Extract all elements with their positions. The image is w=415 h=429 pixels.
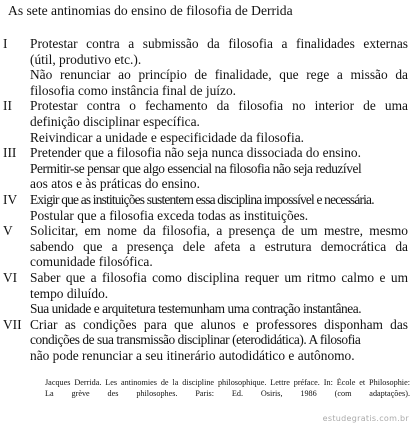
antinomy-numeral: III — [3, 145, 17, 161]
antinomy-item-7 — [0, 317, 415, 364]
antinomy-line: Criar as condições para que alunos e professores disponham das — [30, 316, 408, 332]
antinomy-line: Postular que a filosofia exceda todas as instituições. — [30, 207, 309, 223]
antinomy-item-6 — [0, 270, 415, 317]
antinomy-numeral: VI — [3, 269, 18, 285]
antinomy-line: (útil, produtivo etc.). — [30, 51, 142, 67]
antinomy-line: Exigir que as instituições sustentem essa disciplina impossível e necessária. — [30, 191, 374, 207]
antinomy-numeral: II — [3, 98, 12, 114]
antinomy-item-5 — [0, 223, 415, 270]
document-title: As sete antinomias do ensino de filosofia de Derrida — [8, 3, 293, 18]
antinomy-line: filosofia como instância final de juízo. — [30, 82, 237, 98]
antinomy-numeral: IV — [3, 191, 18, 207]
antinomy-line: sabendo que a presença dele afeta a estrutura democrática da — [30, 238, 408, 254]
antinomy-line: definição disciplinar específica. — [30, 113, 200, 129]
antinomy-line: comunidade filosófica. — [30, 254, 153, 270]
antinomy-numeral: I — [3, 36, 8, 51]
antinomy-line: Reivindicar a unidade e especificidade da filosofia. — [30, 129, 305, 145]
antinomy-numeral: VII — [3, 316, 22, 332]
antinomy-line: Sua unidade e arquitetura testemunham uma contração instantânea. — [30, 301, 362, 317]
antinomy-line: Saber que a filosofia como disciplina requer um ritmo calmo e um — [30, 269, 408, 285]
site-watermark: estudegratis.com.br — [322, 414, 409, 423]
source-citation — [45, 378, 410, 399]
antinomy-line: não pode renunciar a seu itinerário autodidático e autônomo. — [30, 347, 355, 363]
antinomies-list — [0, 36, 415, 363]
antinomy-line: Solicitar, em nome da filosofia, a presença de um mestre, mesmo — [30, 223, 408, 239]
antinomy-numeral: V — [3, 223, 13, 239]
antinomy-line: Protestar contra o fechamento da filosofia no interior de uma — [30, 98, 408, 114]
antinomy-item-3 — [0, 145, 415, 192]
antinomy-line: condições de sua transmissão disciplinar (eterodidática). A filosofia — [30, 332, 361, 348]
antinomy-line: Protestar contra a submissão da filosofia a finalidades externas — [30, 36, 408, 51]
antinomy-line: Não renunciar ao princípio de finalidade, que rege a missão da — [30, 67, 408, 83]
antinomy-line: Pretender que a filosofia não seja nunca dissociada do ensino. — [30, 145, 361, 161]
antinomy-item-1 — [0, 36, 415, 98]
citation-line-2: La grève des philosophes. Paris: Ed. Osiris, 1986 (com adaptações). — [45, 388, 410, 398]
antinomy-line: tempo diluído. — [30, 285, 109, 301]
antinomy-item-4 — [0, 192, 415, 223]
antinomy-item-2 — [0, 98, 415, 145]
antinomy-line: Permitir-se pensar que algo essencial na filosofia não seja reduzível — [30, 160, 362, 176]
antinomy-line: aos atos e às práticas do ensino. — [30, 176, 200, 192]
citation-line-1: Jacques Derrida. Les antinomies de la discipline philosophique. Lettre préface. In: École et Philosophie: — [45, 378, 410, 387]
